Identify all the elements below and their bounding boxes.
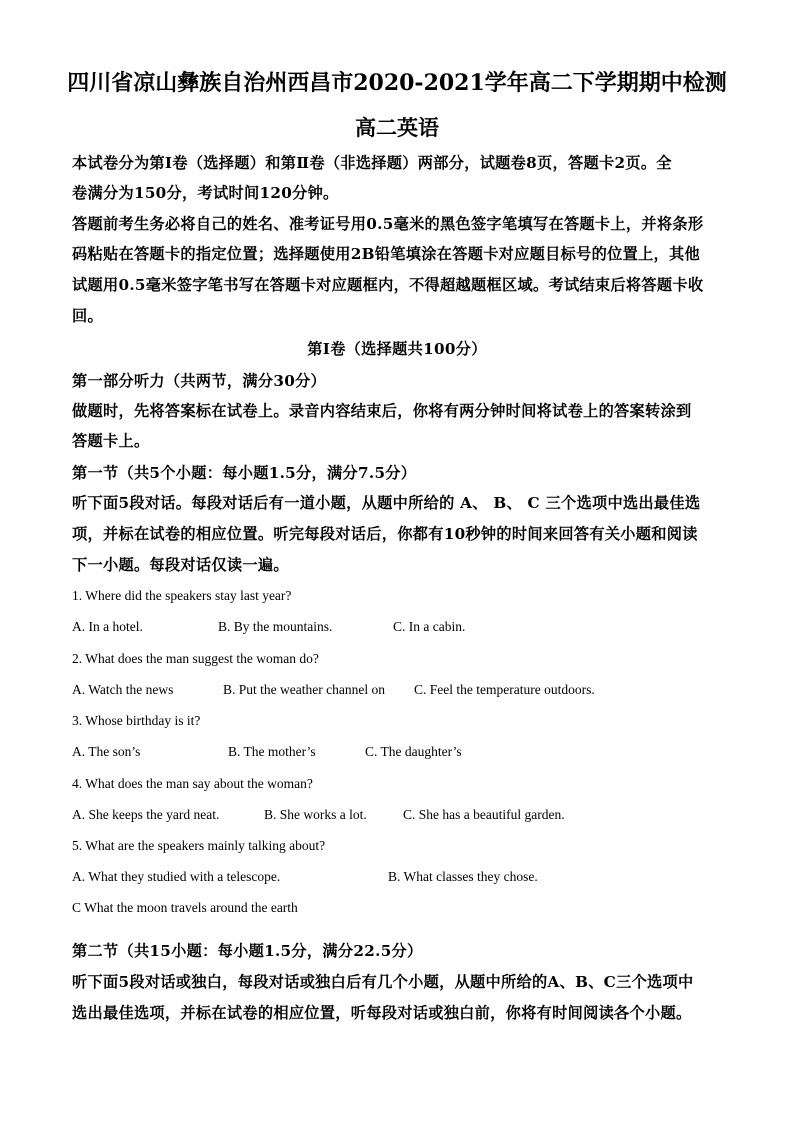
option-b: B. What classes they chose. — [388, 869, 538, 884]
option-a: A. Watch the news — [72, 682, 174, 697]
section1-instruction-line: 项，并标在试卷的相应位置。听完每段对话后，你都有10秒钟的时间来回答有关小题和阅读 — [72, 525, 698, 543]
intro-line: 回。 — [72, 307, 103, 325]
option-c: C. She has a beautiful garden. — [403, 807, 565, 822]
option-a: A. The son’s — [72, 744, 141, 759]
section1-instruction-line: 下一小题。每段对话仅读一遍。 — [72, 556, 289, 574]
part1-heading: 第Ⅰ卷（选择题共100分） — [307, 340, 487, 358]
question-stem: 3. Whose birthday is it? — [72, 713, 201, 728]
question-stem: 4. What does the man say about the woman? — [72, 776, 313, 791]
option-b: B. Put the weather channel on — [223, 682, 385, 697]
listening-instruction-line: 答题卡上。 — [72, 432, 150, 450]
intro-line: 试题用0.5毫米签字笔书写在答题卡对应题框内，不得超越题框区域。考试结束后将答题卡收 — [72, 276, 704, 294]
section2-title: 第二节（共15小题：每小题1.5分，满分22.5分） — [72, 942, 423, 960]
option-c: C What the moon travels around the earth — [72, 900, 298, 915]
section1-title: 第一节（共5个小题：每小题1.5分，满分7.5分） — [72, 464, 417, 482]
listening-instruction-line: 做题时，先将答案标在试卷上。录音内容结束后，你将有两分钟时间将试卷上的答案转涂到 — [72, 402, 692, 420]
option-c: C. Feel the temperature outdoors. — [414, 682, 595, 697]
question-stem: 5. What are the speakers mainly talking about? — [72, 838, 326, 853]
intro-line: 码粘贴在答题卡的指定位置；选择题使用2B铅笔填涂在答题卡对应题目标号的位置上，其他 — [72, 245, 701, 263]
section2-instruction-line: 听下面5段对话或独白，每段对话或独白后有几个小题，从题中所给的A、B、C三个选项中 — [72, 973, 694, 991]
option-c: C. In a cabin. — [393, 619, 466, 634]
option-a: A. She keeps the yard neat. — [72, 807, 220, 822]
option-a: A. What they studied with a telescope. — [72, 869, 281, 884]
section2-instruction-line: 选出最佳选项，并标在试卷的相应位置，听每段对话或独白前，你将有时间阅读各个小题。 — [72, 1004, 692, 1022]
question-stem: 2. What does the man suggest the woman do? — [72, 651, 319, 666]
intro-line: 卷满分为150分，考试时间120分钟。 — [72, 184, 339, 202]
question-stem: 1. Where did the speakers stay last year? — [72, 588, 292, 603]
exam-subtitle: 高二英语 — [355, 115, 439, 140]
option-a: A. In a hotel. — [72, 619, 143, 634]
section1-instruction-line: 听下面5段对话。每段对话后有一道小题，从题中所给的 A、 B、 C 三个选项中选出最佳选 — [72, 494, 701, 512]
option-b: B. By the mountains. — [218, 619, 333, 634]
listening-section-title: 第一部分听力（共两节，满分30分） — [72, 372, 327, 390]
exam-title: 四川省凉山彝族自治州西昌市2020-2021学年高二下学期期中检测 — [67, 70, 727, 96]
option-b: B. The mother’s — [228, 744, 316, 759]
intro-line: 答题前考生务必将自己的姓名、准考证号用0.5毫米的黑色签字笔填写在答题卡上，并将条形 — [72, 215, 704, 233]
intro-line: 本试卷分为第Ⅰ卷（选择题）和第Ⅱ卷（非选择题）两部分，试题卷8页，答题卡2页。全 — [72, 154, 672, 172]
option-c: C. The daughter’s — [365, 744, 462, 759]
option-b: B. She works a lot. — [264, 807, 367, 822]
